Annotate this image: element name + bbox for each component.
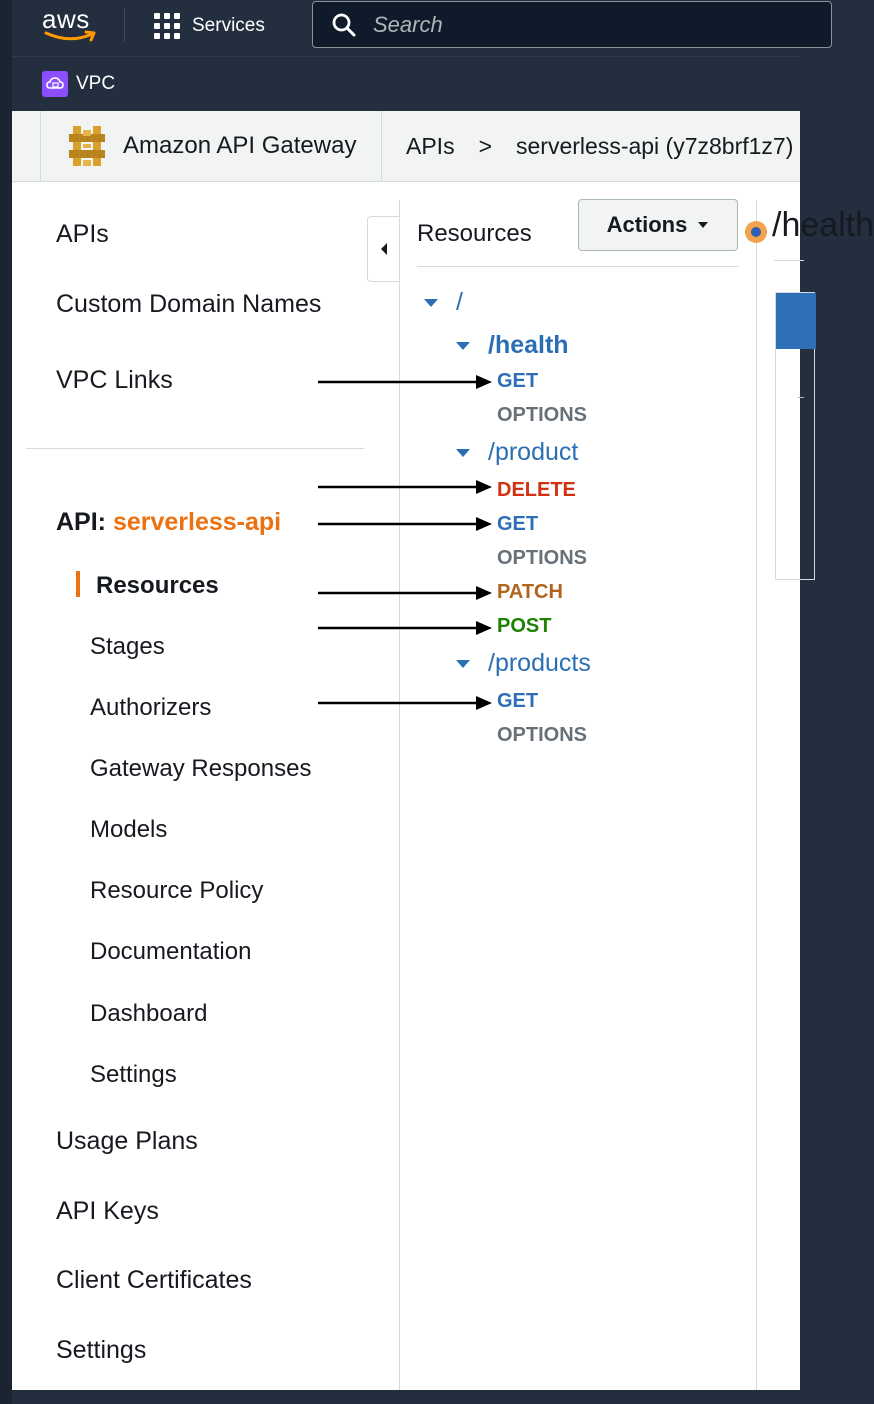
sidebar-item-usage-plans[interactable]: Usage Plans xyxy=(56,1127,198,1155)
selected-resource-icon xyxy=(745,221,767,243)
sidebar-item-resources[interactable]: Resources xyxy=(96,572,219,599)
sidebar-item-authorizers[interactable]: Authorizers xyxy=(90,694,212,721)
annotation-arrow xyxy=(318,695,494,711)
collapse-sidebar-button[interactable] xyxy=(367,216,400,282)
sidebar-item-settings[interactable]: Settings xyxy=(56,1336,147,1364)
caret-left-icon xyxy=(379,242,389,256)
favorites-bar xyxy=(12,56,800,111)
aws-top-nav xyxy=(12,0,800,56)
sidebar-item-api-settings[interactable]: Settings xyxy=(90,1061,177,1088)
nav-divider xyxy=(124,8,125,42)
breadcrumb-apis-link[interactable]: APIs xyxy=(406,132,455,159)
method-execution-card xyxy=(775,292,815,580)
expand-caret-icon xyxy=(456,449,470,457)
annotation-arrow xyxy=(318,374,494,390)
services-label: Services xyxy=(192,15,265,36)
annotation-arrow xyxy=(318,479,494,495)
annotation-arrow xyxy=(318,585,494,601)
vpc-cloud-icon xyxy=(42,71,68,97)
details-panel-border xyxy=(756,200,757,1390)
method-product-get[interactable]: GET xyxy=(497,513,539,535)
method-product-patch[interactable]: PATCH xyxy=(497,581,563,603)
resources-title: Resources xyxy=(417,220,532,247)
vpc-label: VPC xyxy=(76,73,116,94)
expand-caret-icon xyxy=(456,660,470,668)
services-grid-icon xyxy=(154,13,180,39)
search-icon xyxy=(331,12,357,38)
tree-node-products[interactable] xyxy=(456,649,591,678)
aws-smile-icon xyxy=(44,30,100,44)
method-product-options[interactable]: OPTIONS xyxy=(497,547,588,569)
active-item-marker xyxy=(76,571,80,597)
services-menu-button[interactable] xyxy=(154,10,265,42)
resource-detail-title: /health xyxy=(772,206,874,244)
tree-node-label: /product xyxy=(488,438,579,466)
expand-caret-icon xyxy=(424,299,438,307)
sidebar-item-stages[interactable]: Stages xyxy=(90,633,165,660)
tree-node-root[interactable] xyxy=(424,288,463,317)
actions-dropdown-button[interactable] xyxy=(578,199,738,251)
global-search[interactable] xyxy=(312,1,832,48)
sidebar-item-api-keys[interactable]: API Keys xyxy=(56,1197,159,1225)
current-api-heading xyxy=(56,508,281,537)
api-prefix: API: xyxy=(56,508,106,536)
method-products-get[interactable]: GET xyxy=(497,690,539,712)
tree-node-product[interactable] xyxy=(456,438,578,467)
aws-logo[interactable] xyxy=(42,4,102,46)
method-product-delete[interactable]: DELETE xyxy=(497,479,576,501)
sidebar-item-vpc-links[interactable]: VPC Links xyxy=(56,366,173,394)
caret-down-icon xyxy=(697,221,709,229)
sidebar-item-models[interactable]: Models xyxy=(90,816,168,843)
sidebar-divider xyxy=(26,448,364,449)
api-gateway-logo-icon xyxy=(67,124,107,168)
method-product-post[interactable]: POST xyxy=(497,615,552,637)
method-health-options[interactable]: OPTIONS xyxy=(497,404,588,426)
sidebar-item-client-certificates[interactable]: Client Certificates xyxy=(56,1266,252,1294)
card-divider xyxy=(798,397,804,398)
sidebar-item-apis[interactable]: APIs xyxy=(56,220,109,248)
tree-node-label: /health xyxy=(488,331,569,359)
expand-caret-icon xyxy=(456,342,470,350)
sidebar-item-custom-domain-names[interactable]: Custom Domain Names xyxy=(56,290,322,318)
aws-logo-text: aws xyxy=(42,4,90,34)
sidebar-item-resource-policy[interactable]: Resource Policy xyxy=(90,877,264,904)
detail-title-divider xyxy=(774,260,804,261)
method-execution-card-header xyxy=(776,293,816,349)
annotation-arrow xyxy=(318,620,494,636)
tree-node-label: / xyxy=(456,288,463,316)
tree-node-label: /products xyxy=(488,649,591,677)
breadcrumb xyxy=(12,111,800,182)
annotation-arrow xyxy=(318,516,494,532)
service-name: Amazon API Gateway xyxy=(123,132,357,159)
actions-label: Actions xyxy=(606,212,688,237)
service-home-link[interactable] xyxy=(40,111,382,181)
vpc-shortcut[interactable] xyxy=(42,71,115,97)
method-health-get[interactable]: GET xyxy=(497,370,539,392)
breadcrumb-separator: > xyxy=(478,132,493,159)
tree-node-health[interactable] xyxy=(456,331,569,360)
window-edge xyxy=(0,0,12,1404)
main-content xyxy=(12,182,874,1390)
resources-divider xyxy=(417,266,739,267)
sidebar-item-dashboard[interactable]: Dashboard xyxy=(90,1000,208,1027)
method-products-options[interactable]: OPTIONS xyxy=(497,724,588,746)
search-input[interactable] xyxy=(371,11,775,39)
breadcrumb-api-link[interactable]: serverless-api (y7z8brf1z7) xyxy=(516,132,794,159)
sidebar-item-gateway-responses[interactable]: Gateway Responses xyxy=(90,755,312,782)
sidebar-item-documentation[interactable]: Documentation xyxy=(90,938,252,965)
breadcrumb-trail xyxy=(406,111,793,181)
api-name-link[interactable]: serverless-api xyxy=(112,508,282,536)
window-bottom-edge xyxy=(12,1390,800,1404)
